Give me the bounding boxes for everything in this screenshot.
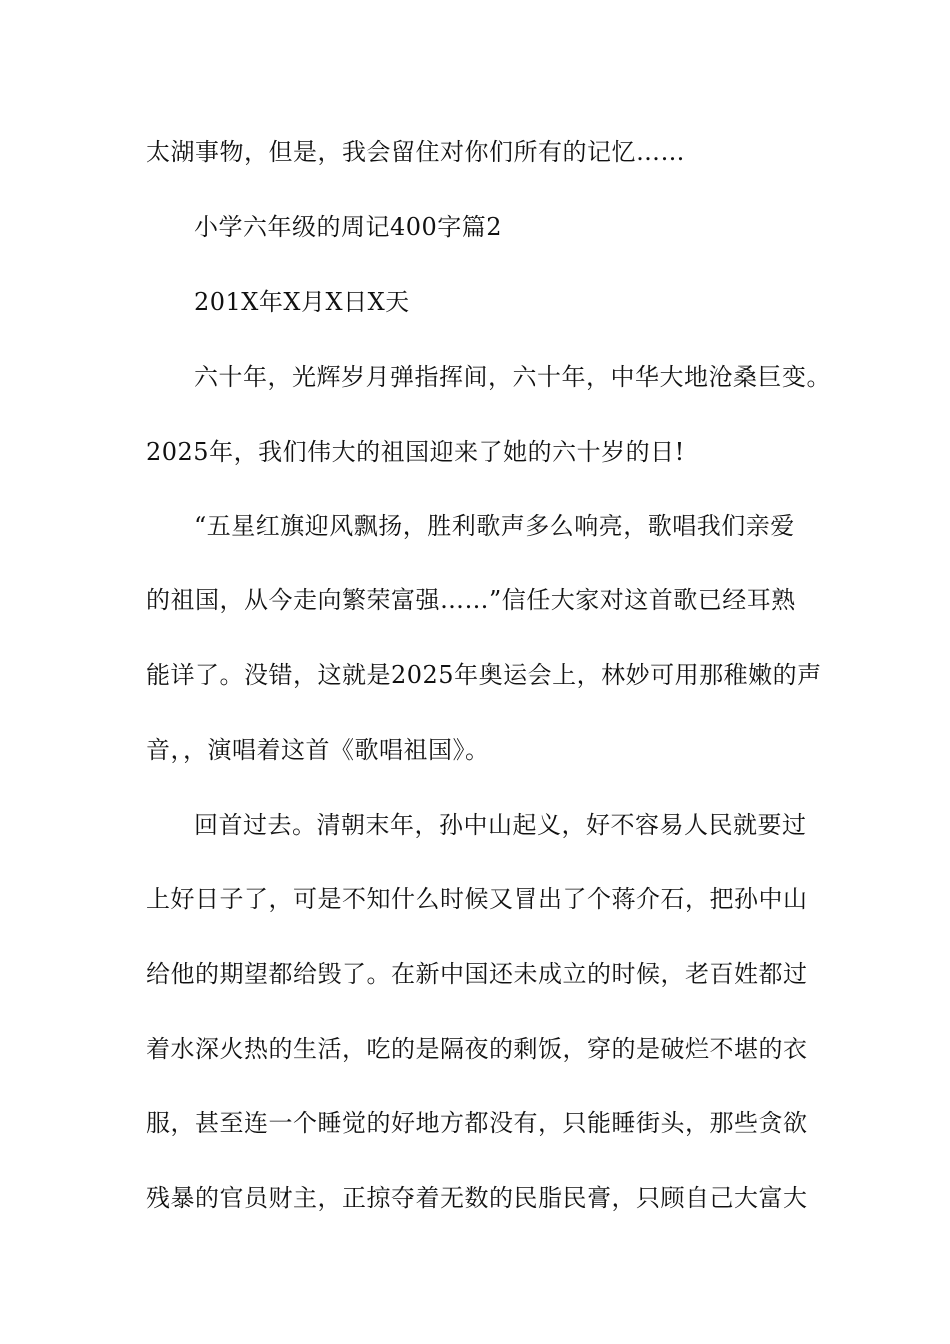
body-text-line: 上好日子了，可是不知什么时候又冒出了个蒋介石，把孙中山 (146, 885, 808, 913)
body-text-line: 回首过去。清朝末年，孙中山起义，好不容易人民就要过 (194, 811, 807, 839)
body-text-line: 服，甚至连一个睡觉的好地方都没有，只能睡街头，那些贪欲 (146, 1109, 808, 1137)
body-text-line: 着水深火热的生活，吃的是隔夜的剩饭，穿的是破烂不堪的衣 (146, 1035, 808, 1063)
body-text-line: 的祖国，从今走向繁荣富强……”信任大家对这首歌已经耳熟 (146, 586, 796, 614)
date-line: 201X年X月X日X天 (194, 288, 410, 316)
body-text-line: 给他的期望都给毁了。在新中国还未成立的时候，老百姓都过 (146, 960, 808, 988)
body-text-line: 残暴的官员财主，正掠夺着无数的民脂民膏，只顾自己大富大 (146, 1184, 808, 1212)
body-text-line: 能详了。没错，这就是2025年奥运会上，林妙可用那稚嫩的声 (146, 661, 822, 689)
body-text-line: “五星红旗迎风飘扬，胜利歌声多么响亮，歌唱我们亲爱 (194, 512, 795, 540)
section-heading: 小学六年级的周记400字篇2 (194, 213, 503, 241)
body-text-line: 2025年，我们伟大的祖国迎来了她的六十岁的日! (146, 438, 685, 466)
body-text-line: 音，，演唱着这首《歌唱祖国》。 (146, 736, 490, 764)
body-text-line: 太湖事物，但是，我会留住对你们所有的记忆…… (146, 138, 685, 166)
body-text-line: 六十年，光辉岁月弹指挥间，六十年，中华大地沧桑巨变。 (194, 363, 831, 391)
